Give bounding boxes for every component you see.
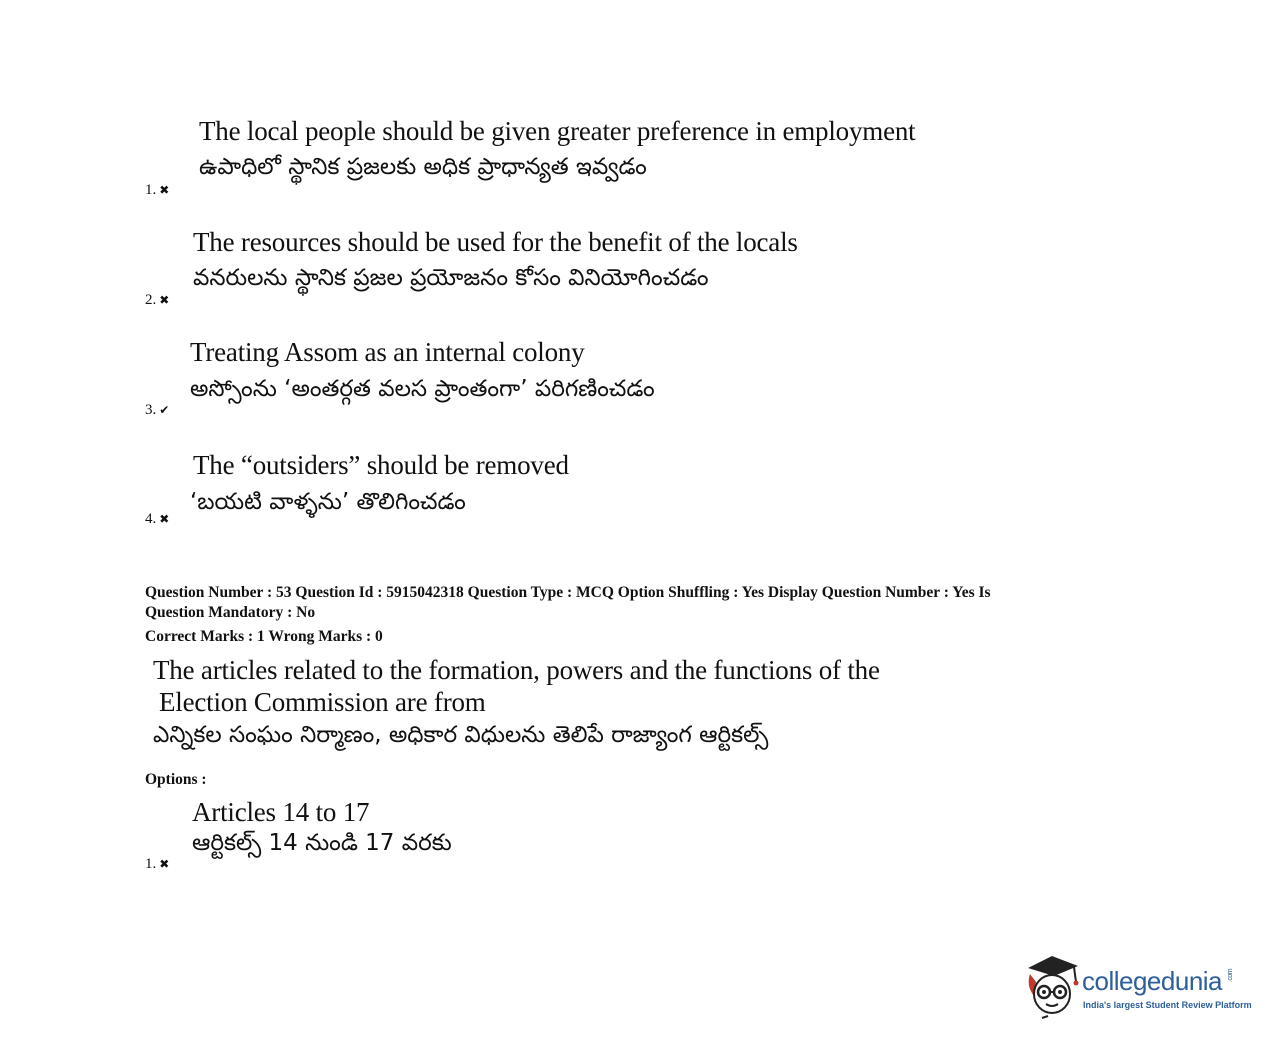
correct-check-icon: ✔	[159, 403, 170, 417]
option-2-text-te: వనరులను స్థానిక ప్రజల ప్రయోజనం కోసం వినియోగించడం	[193, 265, 709, 291]
option-4-text-te: ‘బయటి వాళ్ళను’ తొలిగించడం	[190, 489, 466, 515]
logo-tagline: India's largest Student Review Platform	[1083, 1000, 1252, 1010]
option-2-text-en: The resources should be used for the benefit of the locals	[193, 227, 798, 257]
option-1-text-en: The local people should be given greater preference in employment	[199, 116, 916, 146]
option-number-label: 1.	[145, 182, 157, 198]
student-mascot-icon	[1022, 952, 1084, 1022]
question-text-en-line-1: The articles related to the formation, powers and the functions of the	[153, 655, 880, 685]
q53-option-1-text-en: Articles 14 to 17	[192, 797, 370, 827]
logo-suffix: .com	[1227, 968, 1235, 983]
logo-name: collegedunia	[1082, 966, 1223, 996]
option-3-text-te: అస్సోంను ‘అంతర్గత వలస ప్రాంతంగా’ పరిగణించడం	[190, 376, 655, 402]
wrong-mark-icon: ✖	[159, 512, 170, 526]
option-1-text-te: ఉపాధిలో స్థానిక ప్రజలకు అధిక ప్రాధాన్యత ఇవ్వడం	[199, 154, 647, 180]
logo-wordmark	[1082, 966, 1237, 997]
option-3-text-en: Treating Assom as an internal colony	[190, 337, 585, 367]
option-4-text-en: The “outsiders” should be removed	[193, 450, 569, 480]
option-number-label: 4.	[145, 511, 157, 527]
options-label: Options :	[145, 771, 207, 788]
question-text-en-line-2: Election Commission are from	[159, 687, 486, 717]
question-text-te: ఎన్నికల సంఘం నిర్మాణం, అధికార విధులను తెలిపే రాజ్యాంగ ఆర్టికల్స్	[153, 722, 769, 748]
option-number-label: 2.	[145, 292, 157, 308]
q53-option-1-number	[145, 856, 169, 873]
question-marks: Correct Marks : 1 Wrong Marks : 0	[145, 628, 383, 645]
option-4-number	[145, 511, 169, 528]
option-number-label: 1.	[145, 856, 157, 872]
option-number-label: 3.	[145, 402, 157, 418]
wrong-mark-icon: ✖	[159, 293, 170, 307]
q53-option-1-text-te: ఆర్టికల్స్ 14 నుండి 17 వరకు	[192, 830, 452, 856]
question-meta-line-1: Question Number : 53 Question Id : 5915042318 Question Type : MCQ Option Shuffling : Yes Display Question Number : Yes Is	[145, 584, 991, 601]
option-2-number	[145, 292, 169, 309]
question-meta-line-2: Question Mandatory : No	[145, 604, 316, 621]
option-1-number	[145, 182, 169, 199]
wrong-mark-icon: ✖	[159, 183, 170, 197]
collegedunia-logo	[1022, 952, 1252, 1022]
wrong-mark-icon: ✖	[159, 857, 170, 871]
option-3-number	[145, 402, 169, 419]
